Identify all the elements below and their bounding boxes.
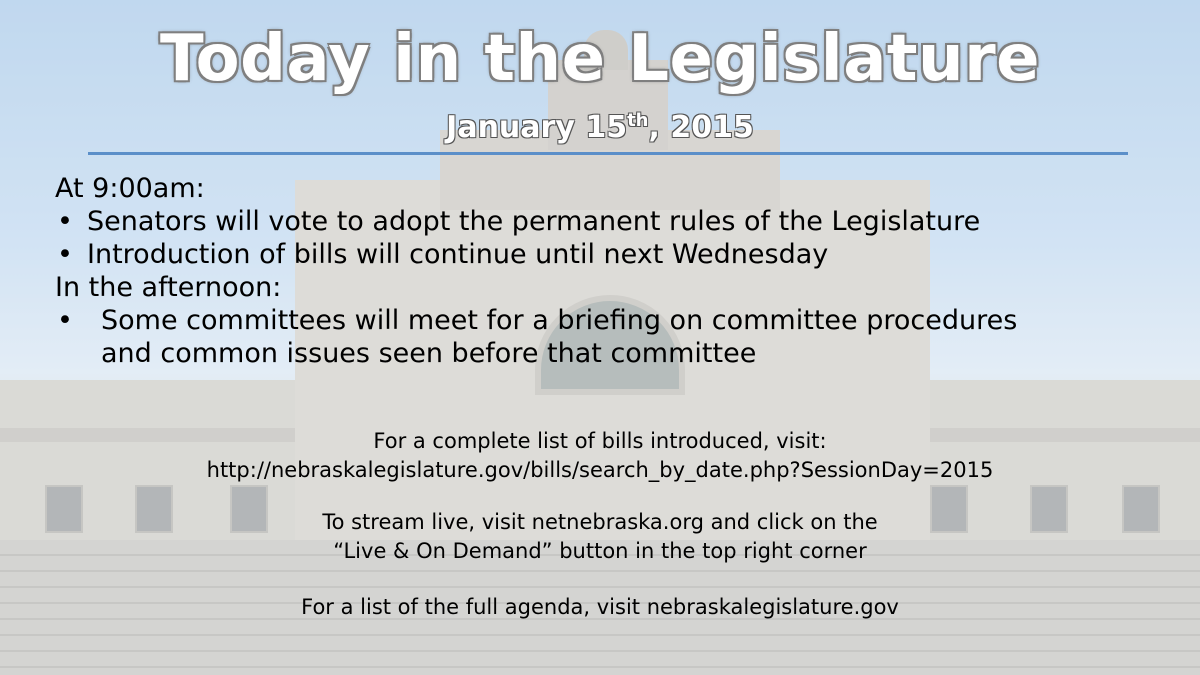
slide-date: January 15th, 2015 (446, 110, 754, 145)
agenda-list (55, 172, 1175, 370)
list-item: • Some committees will meet for a briefing on committee procedures and common issues seen before that committee (57, 305, 1018, 369)
bills-url-link[interactable]: http://nebraskalegislature.gov/bills/search_by_date.php?SessionDay=2015 (206, 458, 994, 482)
slide-title: Today in the Legislature (159, 22, 1041, 96)
title-divider (88, 152, 1128, 155)
afternoon-heading: In the afternoon: (55, 272, 282, 303)
bullet-icon: • (57, 206, 73, 237)
bullet-icon: • (57, 305, 73, 336)
list-item: • Senators will vote to adopt the permanent rules of the Legislature (57, 206, 981, 237)
bills-list-note: For a complete list of bills introduced, visit: http://nebraskalegislature.gov/bills/search_by_date.php?SessionDay=2015 (0, 427, 1200, 485)
morning-heading: At 9:00am: (55, 173, 205, 204)
stream-note: To stream live, visit netnebraska.org and click on the “Live & On Demand” button in the top right corner (322, 510, 878, 563)
bullet-icon: • (57, 239, 73, 270)
list-item: • Introduction of bills will continue until next Wednesday (57, 239, 829, 270)
full-agenda-note: For a list of the full agenda, visit nebraskalegislature.gov (301, 595, 899, 619)
date-ordinal-suffix: th (627, 110, 649, 131)
